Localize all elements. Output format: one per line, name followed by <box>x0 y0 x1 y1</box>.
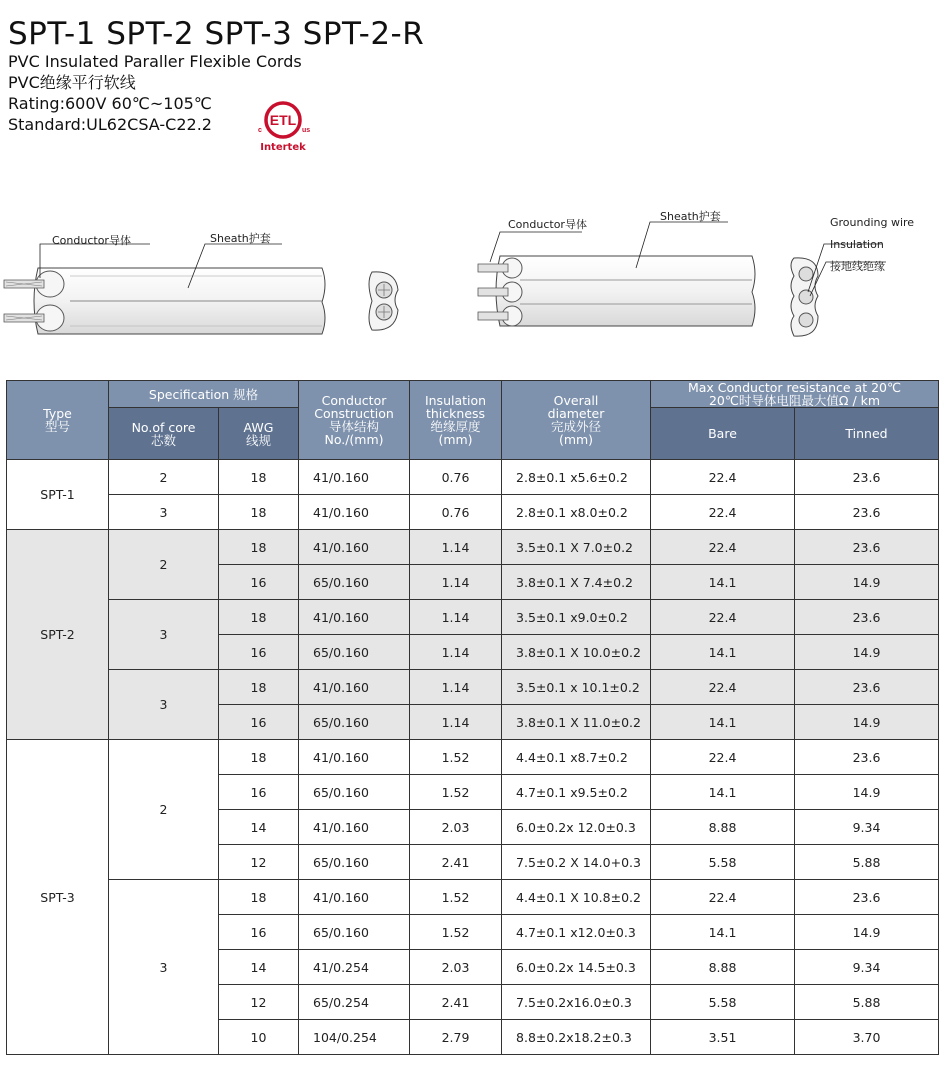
cell-diameter: 3.8±0.1 X 7.4±0.2 <box>502 565 651 600</box>
cell-tinned: 23.6 <box>795 600 939 635</box>
cell-awg: 18 <box>219 495 299 530</box>
table-row <box>7 600 939 635</box>
cell-tinned: 5.88 <box>795 845 939 880</box>
cell-awg: 18 <box>219 740 299 775</box>
cell-awg: 12 <box>219 985 299 1020</box>
cell-tinned: 14.9 <box>795 775 939 810</box>
table-row <box>7 740 939 775</box>
cell-awg: 16 <box>219 915 299 950</box>
cell-bare: 14.1 <box>651 635 795 670</box>
cell-diameter: 4.7±0.1 x12.0±0.3 <box>502 915 651 950</box>
cell-insulation: 0.76 <box>410 460 502 495</box>
cell-tinned: 14.9 <box>795 705 939 740</box>
table-row <box>7 530 939 565</box>
cell-bare: 22.4 <box>651 460 795 495</box>
cell-diameter: 7.5±0.2x16.0±0.3 <box>502 985 651 1020</box>
cell-construction: 104/0.254 <box>299 1020 410 1055</box>
header-tinned: Tinned <box>795 408 939 460</box>
cell-construction: 41/0.160 <box>299 530 410 565</box>
cell-bare: 14.1 <box>651 775 795 810</box>
header-insulation: Insulation thickness 绝缘厚度 (mm) <box>410 381 502 460</box>
cell-bare: 14.1 <box>651 565 795 600</box>
cell-awg: 18 <box>219 880 299 915</box>
cell-bare: 22.4 <box>651 495 795 530</box>
cell-insulation: 1.52 <box>410 915 502 950</box>
cell-construction: 65/0.160 <box>299 915 410 950</box>
cell-insulation: 2.03 <box>410 810 502 845</box>
cell-insulation: 1.14 <box>410 635 502 670</box>
cell-awg: 14 <box>219 950 299 985</box>
page-title: SPT-1 SPT-2 SPT-3 SPT-2-R <box>8 16 425 52</box>
cell-tinned: 23.6 <box>795 740 939 775</box>
cell-awg: 16 <box>219 705 299 740</box>
header-resistance: Max Conductor resistance at 20℃ 20℃时导体电阻最大值Ω / km <box>651 381 939 408</box>
table-row <box>7 670 939 705</box>
cell-bare: 14.1 <box>651 915 795 950</box>
table-row <box>7 460 939 495</box>
cell-bare: 22.4 <box>651 530 795 565</box>
cell-construction: 41/0.160 <box>299 600 410 635</box>
cell-bare: 3.51 <box>651 1020 795 1055</box>
cell-cores: 3 <box>109 880 219 1055</box>
cell-construction: 41/0.160 <box>299 740 410 775</box>
cell-cores: 2 <box>109 740 219 880</box>
cell-cores: 3 <box>109 600 219 670</box>
cell-diameter: 8.8±0.2x18.2±0.3 <box>502 1020 651 1055</box>
cell-tinned: 14.9 <box>795 565 939 600</box>
cell-awg: 16 <box>219 635 299 670</box>
standard-text: Standard:UL62CSA-C22.2 <box>8 115 212 134</box>
cell-bare: 5.58 <box>651 985 795 1020</box>
cell-construction: 41/0.160 <box>299 495 410 530</box>
cell-awg: 14 <box>219 810 299 845</box>
cell-construction: 41/0.160 <box>299 670 410 705</box>
insulation-label: Insulation <box>830 238 884 251</box>
cell-tinned: 23.6 <box>795 460 939 495</box>
right-conductor-label: Conductor导体 <box>508 218 587 231</box>
cell-insulation: 2.79 <box>410 1020 502 1055</box>
cell-awg: 18 <box>219 670 299 705</box>
cell-construction: 41/0.254 <box>299 950 410 985</box>
grounding-insulation-cn-label: 接地线绝缘 <box>830 260 885 273</box>
cell-awg: 10 <box>219 1020 299 1055</box>
cell-diameter: 2.8±0.1 x5.6±0.2 <box>502 460 651 495</box>
cell-awg: 18 <box>219 460 299 495</box>
header-type: Type 型号 <box>7 381 109 460</box>
etl-left-letter: c <box>258 127 262 134</box>
cell-insulation: 1.52 <box>410 740 502 775</box>
cell-tinned: 5.88 <box>795 985 939 1020</box>
cell-diameter: 3.5±0.1 x9.0±0.2 <box>502 600 651 635</box>
cell-bare: 22.4 <box>651 600 795 635</box>
cell-insulation: 2.41 <box>410 845 502 880</box>
etl-certification-logo <box>252 98 314 158</box>
cell-bare: 22.4 <box>651 740 795 775</box>
specification-table-body <box>7 460 939 1055</box>
cell-insulation: 0.76 <box>410 495 502 530</box>
cell-diameter: 2.8±0.1 x8.0±0.2 <box>502 495 651 530</box>
cell-diameter: 6.0±0.2x 12.0±0.3 <box>502 810 651 845</box>
cell-construction: 41/0.160 <box>299 880 410 915</box>
cell-diameter: 3.5±0.1 X 7.0±0.2 <box>502 530 651 565</box>
cable-illustration <box>0 200 944 350</box>
cell-tinned: 9.34 <box>795 810 939 845</box>
cell-awg: 12 <box>219 845 299 880</box>
cell-diameter: 3.8±0.1 X 10.0±0.2 <box>502 635 651 670</box>
two-core-cable-drawing <box>4 244 398 334</box>
cell-insulation: 1.52 <box>410 775 502 810</box>
cell-tinned: 14.9 <box>795 635 939 670</box>
cell-insulation: 1.14 <box>410 670 502 705</box>
cell-diameter: 7.5±0.2 X 14.0+0.3 <box>502 845 651 880</box>
cell-insulation: 1.14 <box>410 600 502 635</box>
header-awg: AWG 线规 <box>219 408 299 460</box>
cell-tinned: 9.34 <box>795 950 939 985</box>
cell-tinned: 3.70 <box>795 1020 939 1055</box>
grounding-wire-label: Grounding wire <box>830 216 915 229</box>
header-bare: Bare <box>651 408 795 460</box>
cell-construction: 65/0.160 <box>299 705 410 740</box>
cell-insulation: 1.14 <box>410 565 502 600</box>
cell-construction: 41/0.160 <box>299 460 410 495</box>
cell-tinned: 23.6 <box>795 495 939 530</box>
right-sheath-label: Sheath护套 <box>660 210 721 223</box>
cell-insulation: 2.41 <box>410 985 502 1020</box>
header-specification: Specification 规格 <box>109 381 299 408</box>
three-core-cable-drawing <box>478 222 886 336</box>
cell-bare: 14.1 <box>651 705 795 740</box>
intertek-label: Intertek <box>260 142 306 153</box>
cell-insulation: 1.14 <box>410 705 502 740</box>
cell-bare: 22.4 <box>651 880 795 915</box>
cell-tinned: 23.6 <box>795 880 939 915</box>
cell-type: SPT-2 <box>7 530 109 740</box>
cell-construction: 41/0.160 <box>299 810 410 845</box>
rating-text: Rating:600V 60℃~105℃ <box>8 94 212 113</box>
cell-awg: 18 <box>219 530 299 565</box>
etl-right-letter: us <box>302 127 311 134</box>
cell-bare: 5.58 <box>651 845 795 880</box>
cell-construction: 65/0.160 <box>299 635 410 670</box>
page-subtitle-cn: PVC绝缘平行软线 <box>8 73 136 92</box>
cell-diameter: 4.4±0.1 X 10.8±0.2 <box>502 880 651 915</box>
table-row <box>7 880 939 915</box>
cell-cores: 2 <box>109 530 219 600</box>
cell-diameter: 3.8±0.1 X 11.0±0.2 <box>502 705 651 740</box>
left-conductor-label: Conductor导体 <box>52 234 131 247</box>
cell-diameter: 6.0±0.2x 14.5±0.3 <box>502 950 651 985</box>
cell-construction: 65/0.160 <box>299 845 410 880</box>
header-cores: No.of core 芯数 <box>109 408 219 460</box>
header-conductor: Conductor Construction 导体结构 No./(mm) <box>299 381 410 460</box>
left-sheath-label: Sheath护套 <box>210 232 271 245</box>
etl-mark-icon <box>252 98 314 144</box>
etl-mark-text: ETL <box>269 112 297 128</box>
cell-cores: 2 <box>109 460 219 495</box>
cell-awg: 16 <box>219 775 299 810</box>
cell-awg: 16 <box>219 565 299 600</box>
cell-tinned: 23.6 <box>795 530 939 565</box>
cell-cores: 3 <box>109 495 219 530</box>
cell-construction: 65/0.160 <box>299 565 410 600</box>
cell-insulation: 1.52 <box>410 880 502 915</box>
cell-bare: 8.88 <box>651 810 795 845</box>
specification-table <box>6 380 939 1055</box>
cell-tinned: 14.9 <box>795 915 939 950</box>
cell-insulation: 1.14 <box>410 530 502 565</box>
cell-bare: 22.4 <box>651 670 795 705</box>
header-overall-diameter: Overall diameter 完成外径 (mm) <box>502 381 651 460</box>
cell-insulation: 2.03 <box>410 950 502 985</box>
page-subtitle: PVC Insulated Paraller Flexible Cords <box>8 52 302 71</box>
cell-construction: 65/0.160 <box>299 775 410 810</box>
cell-type: SPT-3 <box>7 740 109 1055</box>
cell-bare: 8.88 <box>651 950 795 985</box>
cable-diagrams <box>0 200 944 350</box>
cell-cores: 3 <box>109 670 219 740</box>
cell-awg: 18 <box>219 600 299 635</box>
cell-type: SPT-1 <box>7 460 109 530</box>
table-row <box>7 495 939 530</box>
cell-diameter: 4.7±0.1 x9.5±0.2 <box>502 775 651 810</box>
cell-diameter: 4.4±0.1 x8.7±0.2 <box>502 740 651 775</box>
cell-diameter: 3.5±0.1 x 10.1±0.2 <box>502 670 651 705</box>
cell-tinned: 23.6 <box>795 670 939 705</box>
cell-construction: 65/0.254 <box>299 985 410 1020</box>
